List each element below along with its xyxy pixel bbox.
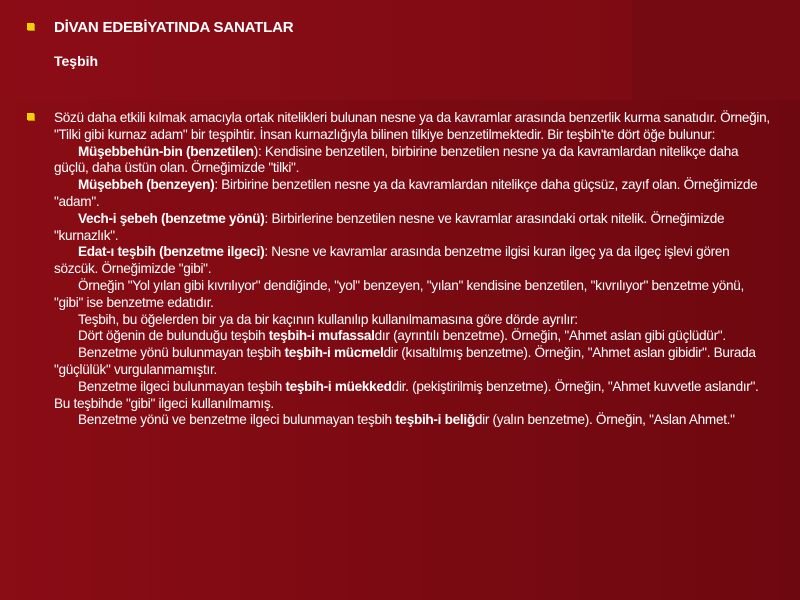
example-note: Örneğin "Yol yılan gibi kıvrılıyor" dendiğinde, "yol" benzeyen, "yılan" kendisine benzetilen, "kıvrılıyor" benzetme yönü, "gibi" ise benzetme edatıdır. bbox=[54, 277, 745, 310]
element-item bbox=[54, 211, 774, 245]
intro-paragraph: Sözü daha etkili kılmak amacıyla ortak nitelikleri bulunan nesne ya da kavramlar arasında benzerlik kurma sanatıdır. Örneğin, "Tilki gibi kurnaz adam" bir teşpihtir. İnsan kurnazlığıyla bilinen tilkiye benzetilmektedir. Bir teşbih'te dört öğe bulunur: bbox=[54, 110, 770, 142]
element-desc: : Birbirlerine benzetilen nesne ve kavramlar arasındaki ortak nitelik. Örneğimizde "kurnazlık". bbox=[54, 210, 725, 243]
element-term: Vech-i şebeh (benzetme yönü) bbox=[78, 210, 265, 226]
element-item bbox=[54, 177, 774, 211]
element-desc: : Birbirine benzetilen nesne ya da kavramlardan nitelikçe daha güçsüz, zayıf olan. Örneğimizde "adam". bbox=[54, 177, 758, 209]
type-item: Dört öğenin de bulunduğu teşbih teşbih-i mufassaldır (ayrıntılı benzetme). Örneğin, "Ahmet aslan gibi güçlüdür". bbox=[78, 328, 726, 344]
type-item: Benzetme yönü ve benzetme ilgeci bulunmayan teşbih teşbih-i beliğdir (yalın benzetme). Örneğin, "Aslan Ahmet." bbox=[78, 412, 735, 428]
type-term: teşbih-i müekked bbox=[285, 378, 392, 394]
element-term: Müşebbehün-bin (benzetilen bbox=[78, 143, 254, 159]
type-item: Benzetme ilgeci bulunmayan teşbih teşbih-i müekkeddir. (pekiştirilmiş benzetme). Örneğin, "Ahmet kuvvetle aslandır". Bu teşbihde "gibi" ilgeci kullanılmamış. bbox=[54, 378, 759, 411]
element-desc: ): Kendisine benzetilen, birbirine benzetilen nesne ya da kavramlardan nitelikçe daha güçlü, daha üstün olan. Örneğimizde "tilki". bbox=[54, 143, 739, 176]
corner-panel bbox=[632, 0, 800, 100]
type-term: teşbih-i beliğ bbox=[395, 412, 475, 428]
types-intro: Teşbih, bu öğelerden bir ya da bir kaçının kullanılıp kullanılmamasına göre dörde ayrılır: bbox=[78, 311, 578, 327]
title-band bbox=[0, 0, 632, 100]
element-term: Müşebbeh (benzeyen) bbox=[78, 177, 215, 193]
type-term: teşbih-i mufassal bbox=[268, 328, 375, 344]
bullet-square-icon bbox=[27, 113, 34, 120]
element-term: Edat-ı teşbih (benzetme ilgeci) bbox=[78, 244, 265, 260]
element-desc: : Nesne ve kavramlar arasında benzetme ilgisi kuran ilgeç ya da ilgeç işlevi gören sözcük. Örneğimizde "gibi". bbox=[54, 244, 730, 277]
element-item bbox=[54, 144, 774, 178]
slide-body bbox=[54, 110, 774, 429]
slide-subtitle: Teşbih bbox=[54, 53, 99, 69]
type-item: Benzetme yönü bulunmayan teşbih teşbih-i mücmeldir (kısaltılmış benzetme). Örneğin, "Ahmet aslan gibidir". Burada "güçlülük" vurgulanmamıştır. bbox=[54, 345, 756, 377]
bullet-square-icon bbox=[27, 23, 34, 30]
slide-title: DİVAN EDEBİYATINDA SANATLAR bbox=[54, 19, 294, 36]
type-term: teşbih-i mücmel bbox=[284, 345, 384, 361]
element-item bbox=[54, 244, 774, 278]
